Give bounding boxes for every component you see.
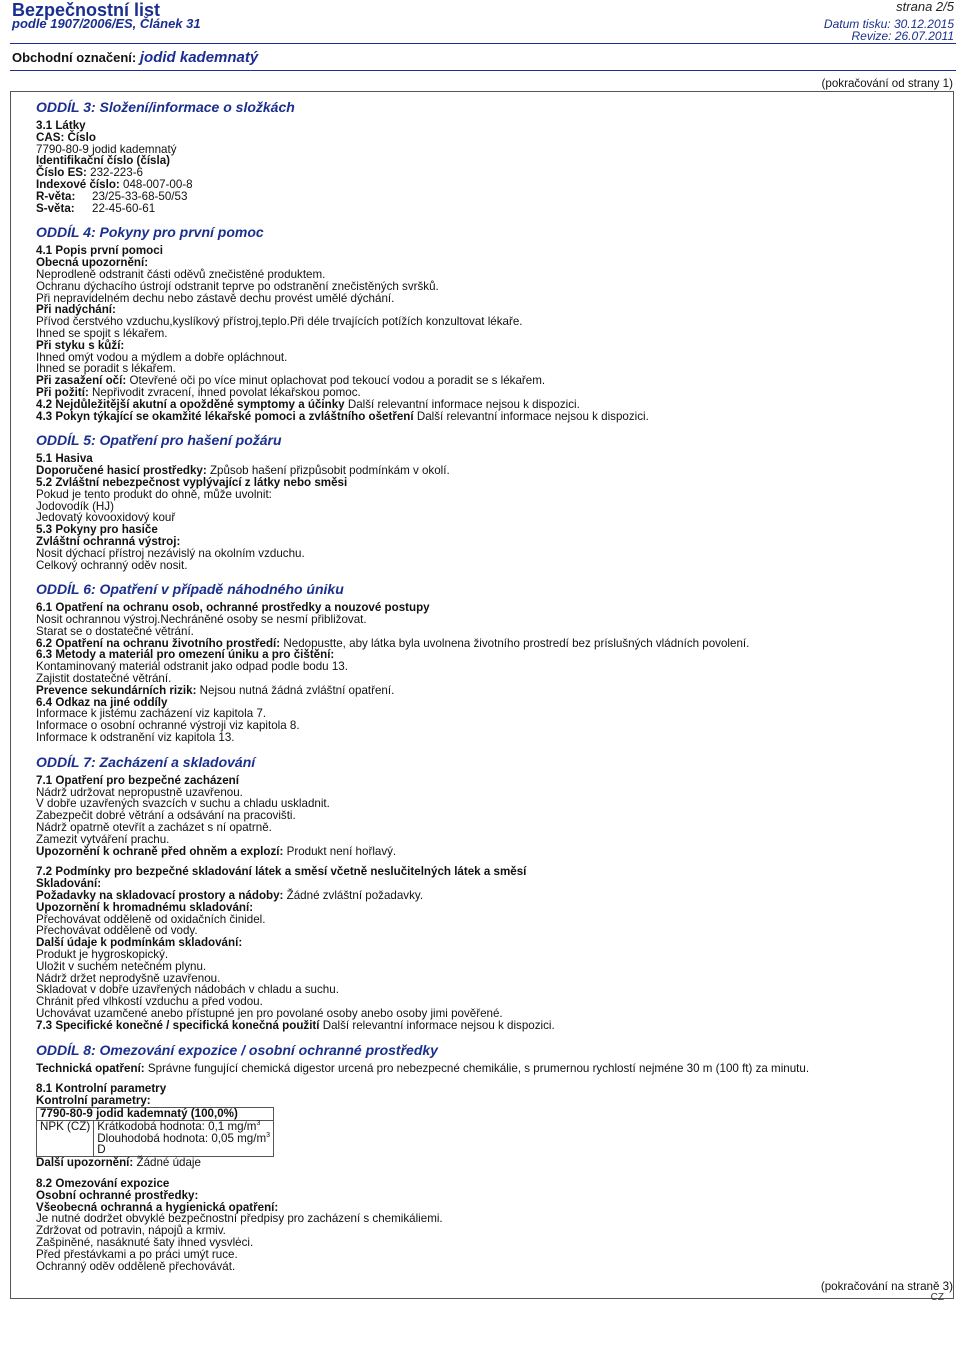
s5-heading-5: Zvláštní ochranná výstroj: (36, 534, 181, 548)
s7-text-12: Nádrž držet neprodyšně uzavřenou. (36, 971, 221, 985)
s3-id-heading: Identifikační číslo (čísla) (36, 154, 171, 168)
s5-text-4: Jedovatý kovooxidový kouř (36, 511, 176, 525)
npk-long-term: Dlouhodobá hodnota: 0,05 mg/m (97, 1131, 267, 1145)
s7-heading-8: 7.3 Specifické konečné / specifická konečná použití (36, 1018, 320, 1032)
s6-heading-5: 6.4 Odkaz na jiné oddíly (36, 695, 168, 709)
s6-text-2: Starat se o dostatečné větrání. (36, 624, 194, 638)
s4-heading-1: 4.1 Popis první pomoci (36, 244, 163, 258)
s4-text-2: Ochranu dýchacího ústrojí odstranit teprve po odstranění znečistěných svršků. (36, 279, 439, 293)
s3-es-label: Číslo ES: (36, 166, 87, 180)
s6-text-8: Informace o osobní ochranné výstroji viz kapitola 8. (36, 719, 300, 733)
s8-text-4: Zdržovat od potravin, nápojů a krmiv. (36, 1224, 226, 1238)
section-5-title: ODDÍL 5: Opatření pro hašení požáru (36, 432, 282, 449)
section-4 (36, 224, 946, 422)
revision-date: Revize: 26.07.2011 (851, 29, 954, 43)
s5-text-3: Jodovodík (HJ) (36, 499, 114, 513)
s5-heading-2: Doporučené hasicí prostředky: (36, 464, 207, 478)
s5-heading-4: 5.3 Pokyny pro hasiče (36, 523, 158, 537)
npk-values (94, 1120, 274, 1156)
document-body (36, 99, 946, 1272)
section-7 (36, 754, 946, 1032)
s4-text-10: Další relevantní informace nejsou k dispozici. (344, 397, 580, 411)
language-code: CZ (930, 1292, 944, 1303)
section-3 (36, 99, 946, 214)
s4-heading-6: Při požití: (36, 385, 89, 399)
section-3-title: ODDÍL 3: Složení/informace o složkách (36, 99, 295, 115)
s6-text-7: Informace k jistému zacházení viz kapitola 7. (36, 707, 267, 721)
s6-text-9: Informace k odstranění viz kapitola 13. (36, 731, 235, 745)
s4-heading-7: 4.2 Nejdůležitější akutní a opožděné symptomy a účinky (36, 397, 345, 411)
s3-r-value: 23/25-33-68-50/53 (92, 189, 188, 203)
npk-unit-exponent-2: 3 (266, 1131, 271, 1139)
document-title: Bezpečnostní list (12, 0, 161, 20)
s4-text-3: Při nepravidelném dechu nebo zástavě dechu provést umělé dýchání. (36, 291, 395, 305)
exposure-table-head-text: 7790-80-9 jodid kademnatý (100,0%) (40, 1106, 238, 1120)
s3-r-label: R-věta: (36, 189, 76, 203)
npk-short-term: Krátkodobá hodnota: 0,1 mg/m (97, 1119, 257, 1133)
s6-text-5: Zajistit dostatečné větrání. (36, 672, 172, 686)
section-4-title: ODDÍL 4: Pokyny pro první pomoc (36, 224, 264, 241)
s8-heading-3: Kontrolní parametry: (36, 1094, 151, 1108)
header-rule-top (10, 43, 956, 44)
s7-text-6: Produkt není hořlavý. (283, 844, 397, 858)
s4-text-5: Ihned se spojit s lékařem. (36, 326, 168, 340)
npk-note: D (97, 1143, 106, 1157)
continued-to: (pokračování na straně 3) (820, 1280, 953, 1293)
s7-heading-4: Skladování: (36, 877, 102, 891)
s3-index-label: Indexové číslo: (36, 177, 120, 191)
s3-es-value: 232-223-6 (90, 166, 143, 180)
s4-heading-5: Při zasažení očí: (36, 374, 127, 388)
s4-heading-3: Při nadýchání: (36, 303, 116, 317)
s8-text-2: Žádné údaje (133, 1156, 201, 1170)
s5-heading-3: 5.2 Zvláštní nebezpečnost vyplývající z látky nebo směsi (36, 475, 348, 489)
section-6 (36, 581, 946, 744)
s6-text-1: Nosit ochrannou výstroj.Nechráněné osoby se nesmí přibližovat. (36, 613, 367, 627)
s7-text-15: Uchovávat uzamčené anebo přístupné jen pro povolané osoby anebo osoby jimi pověřené. (36, 1007, 503, 1020)
continued-from: (pokračování od strany 1) (821, 77, 953, 90)
s6-text-4: Kontaminovaný materiál odstranit jako odpad podle bodu 13. (36, 660, 348, 674)
s7-text-13: Skladovat v dobře uzavřených nádobách v chladu a suchu. (36, 983, 339, 997)
s3-s-value: 22-45-60-61 (92, 201, 156, 215)
s5-text-2: Pokud je tento produkt do ohně, může uvolnit: (36, 487, 272, 501)
s6-heading-3: 6.3 Metody a materiál pro omezení úniku a pro čištění: (36, 648, 335, 662)
s7-heading-2: Upozornění k ochraně před ohněm a explozí: (36, 844, 284, 858)
s3-s-label: S-věta: (36, 201, 75, 215)
section-8-title: ODDÍL 8: Omezování expozice / osobní ochranné prostředky (36, 1041, 438, 1058)
s7-heading-7: Další údaje k podmínkám skladování: (36, 936, 243, 950)
s5-heading-1: 5.1 Hasiva (36, 452, 93, 466)
npk-label: NPK (CZ) (37, 1120, 94, 1156)
print-date: Datum tisku: 30.12.2015 (823, 17, 954, 31)
trade-name-label: Obchodní označení: (12, 50, 137, 65)
s4-text-9: Nepřivodit zvracení, ihned povolat lékařskou pomoc. (88, 385, 361, 399)
s4-text-7: Ihned se poradit s lékařem. (36, 362, 176, 376)
section-7-title: ODDÍL 7: Zacházení a skladování (36, 753, 256, 770)
regulation-reference: podle 1907/2006/ES, Článek 31 (12, 16, 201, 31)
s4-heading-4: Při styku s kůží: (36, 338, 125, 352)
header-rule-bottom (10, 70, 956, 71)
s7-text-2: V dobře uzavřených svazcích v suchu a chladu uskladnit. (36, 797, 330, 811)
s8-heading-4: Další upozornění: (36, 1156, 134, 1170)
section-5 (36, 432, 946, 571)
s4-heading-8: 4.3 Pokyn týkající se okamžité lékařské pomoci a zvláštního ošetření (36, 409, 414, 423)
s8-heading-6: Osobní ochranné prostředky: (36, 1188, 199, 1202)
s6-heading-1: 6.1 Opatření na ochranu osob, ochranné prostředky a nouzové postupy (36, 601, 430, 615)
s7-text-3: Zabezpečit dobré větrání a odsávání na pracovišti. (36, 809, 296, 823)
s4-text-6: Ihned omýt vodou a mýdlem a dobře opláchnout. (36, 350, 288, 364)
s5-text-6: Celkový ochranný oděv nosit. (36, 558, 188, 572)
s7-text-4: Nádrž opatrně otevřít a zacházet s ní opatrně. (36, 821, 272, 835)
s3-index-value: 048-007-00-8 (123, 177, 193, 191)
trade-name-value: jodid kademnatý (139, 49, 259, 66)
s6-heading-2: 6.2 Opatření na ochranu životního prostředí: (36, 636, 281, 650)
s8-heading-5: 8.2 Omezování expozice (36, 1176, 170, 1190)
s3-cas-heading: CAS: Číslo (36, 130, 96, 144)
s8-text-3: Je nutné dodržet obvyklé bezpečnostní předpisy pro zacházení s chemikáliemi. (36, 1212, 443, 1226)
s8-text-7: Ochranný oděv odděleně přechovávát. (36, 1259, 236, 1273)
s6-heading-4: Prevence sekundárních rizik: (36, 683, 197, 697)
s7-heading-3: 7.2 Podmínky pro bezpečné skladování látek a směsí včetně neslučitelných látek a směsí (36, 865, 527, 879)
s7-text-14: Chránit před vlhkostí vzduchu a před vodou. (36, 995, 263, 1009)
s3-substances: 3.1 Látky (36, 119, 86, 132)
page-number: strana 2/5 (896, 0, 954, 14)
s4-text-1: Neprodleně odstranit části oděvů znečistěné produktem. (36, 267, 326, 281)
section-8 (36, 1042, 946, 1273)
s7-text-5: Zamezit vytváření prachu. (36, 832, 170, 846)
s8-heading-1: Technická opatření: (36, 1061, 145, 1075)
s7-heading-5: Požadavky na skladovací prostory a nádoby: (36, 889, 284, 903)
npk-unit-exponent-1: 3 (256, 1119, 261, 1127)
s8-heading-7: Všeobecná ochranná a hygienická opatření: (36, 1200, 279, 1214)
s5-text-5: Nosit dýchací přístroj nezávislý na okolním vzduchu. (36, 546, 305, 560)
trade-name (12, 49, 259, 66)
s7-text-11: Uložit v suchém netečném plynu. (36, 959, 207, 973)
s3-cas-value: 7790-80-9 jodid kademnatý (36, 142, 177, 156)
s8-heading-2: 8.1 Kontrolní parametry (36, 1082, 167, 1096)
s4-text-11: Další relevantní informace nejsou k dispozici. (413, 409, 649, 423)
s4-heading-2: Obecná upozornění: (36, 256, 149, 270)
exposure-limits-table (36, 1107, 274, 1157)
s7-text-1: Nádrž udržovat nepropustně uzavřenou. (36, 785, 243, 799)
s7-heading-1: 7.1 Opatření pro bezpečné zacházení (36, 773, 239, 787)
s4-text-4: Přívod čerstvého vzduchu,kyslíkový přístroj,teplo.Při déle trvajících potížích konzultovat lékaře. (36, 315, 523, 329)
s4-text-8: Otevřené oči po více minut oplachovat pod tekoucí vodou a poradit se s lékařem. (126, 374, 546, 388)
s7-text-10: Produkt je hygroskopický. (36, 948, 169, 962)
s7-text-8: Přechovávat odděleně od oxidačních činidel. (36, 912, 266, 926)
s7-text-7: Žádné zvláštní požadavky. (283, 889, 424, 903)
s8-text-6: Před přestávkami a po práci umýt ruce. (36, 1247, 238, 1261)
s6-text-3: Nedopustte, aby látka byla uvolnena životního prostredí bez príslušných vládních povolení. (280, 636, 750, 650)
s6-text-6: Nejsou nutná žádná zvláštní opatření. (196, 683, 395, 697)
s7-heading-6: Upozornění k hromadnému skladování: (36, 900, 254, 914)
section-6-title: ODDÍL 6: Opatření v případě náhodného úniku (36, 581, 344, 598)
s5-text-1: Způsob hašení přizpůsobit podmínkám v okolí. (206, 464, 450, 478)
s8-text-5: Zašpiněné, nasáknuté šaty ihned vysvlėci. (36, 1235, 254, 1249)
s8-text-1: Správne fungující chemická digestor urcená pro nebezpecné chemikálie, s prumernou rychlostí nejméne 30 m (100 ft) za minutu. (144, 1061, 810, 1075)
exposure-table-head (37, 1107, 274, 1120)
s7-text-16: Další relevantní informace nejsou k dispozici. (319, 1018, 555, 1032)
s7-text-9: Přechovávat odděleně od vody. (36, 924, 198, 938)
